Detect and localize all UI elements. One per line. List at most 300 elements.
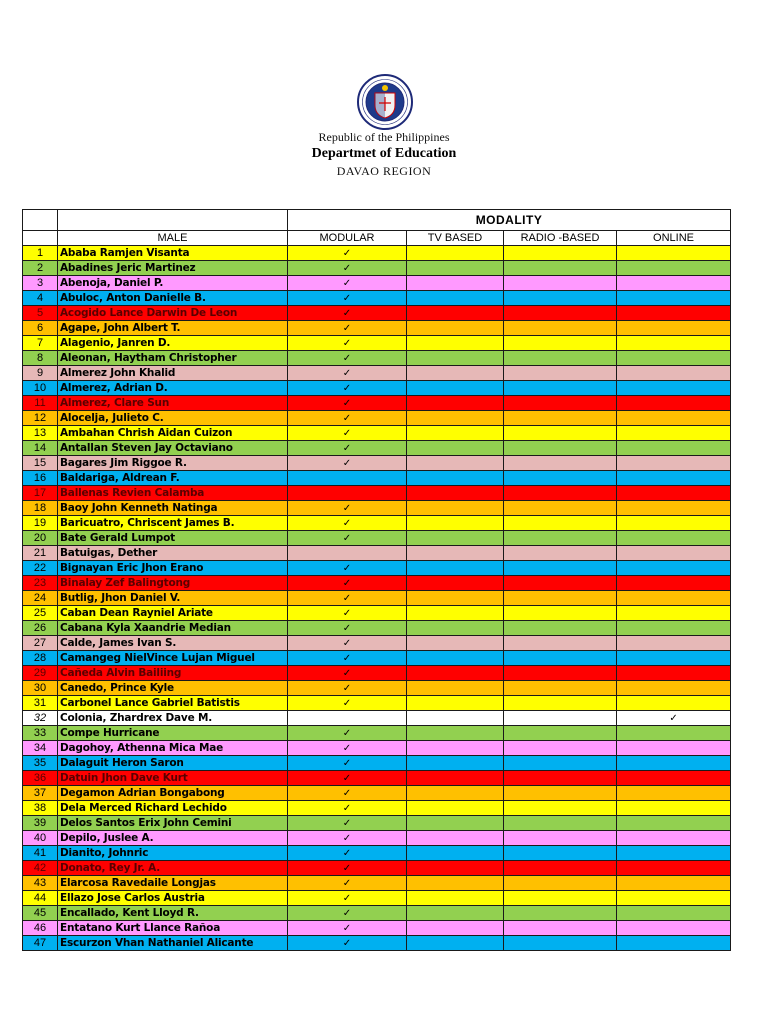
table-row <box>23 621 731 636</box>
online-cell <box>617 246 731 261</box>
tv-based-cell <box>407 891 504 906</box>
check-mark-icon: ✓ <box>342 382 352 394</box>
row-number-cell: 44 <box>23 891 58 906</box>
table-row <box>23 921 731 936</box>
student-name-cell: Entatano Kurt Llance Rañoa <box>58 921 288 936</box>
row-number-cell: 21 <box>23 546 58 561</box>
modular-cell <box>288 261 407 276</box>
student-name-cell: Dalaguit Heron Saron <box>58 756 288 771</box>
online-cell <box>617 441 731 456</box>
tv-based-cell <box>407 531 504 546</box>
student-name-cell: Dela Merced Richard Lechido <box>58 801 288 816</box>
radio-based-cell <box>504 771 617 786</box>
online-cell <box>617 501 731 516</box>
modular-cell <box>288 936 407 951</box>
modular-cell <box>288 291 407 306</box>
check-mark-icon: ✓ <box>342 457 352 469</box>
blank-header-cell <box>58 210 288 231</box>
check-mark-icon: ✓ <box>342 577 352 589</box>
radio-based-cell <box>504 921 617 936</box>
tv-based-cell <box>407 696 504 711</box>
radio-based-cell <box>504 666 617 681</box>
tv-based-cell <box>407 516 504 531</box>
online-cell <box>617 876 731 891</box>
online-cell <box>617 456 731 471</box>
student-name-cell: Elarcosa Ravedaile Longjas <box>58 876 288 891</box>
row-number-cell: 6 <box>23 321 58 336</box>
check-mark-icon: ✓ <box>342 907 352 919</box>
radio-based-column-header: RADIO -BASED <box>504 231 617 246</box>
radio-based-cell <box>504 591 617 606</box>
check-mark-icon: ✓ <box>342 742 352 754</box>
student-name-cell: Colonia, Zhardrex Dave M. <box>58 711 288 726</box>
online-cell <box>617 786 731 801</box>
student-name-cell: Agape, John Albert T. <box>58 321 288 336</box>
number-header-cell <box>23 231 58 246</box>
radio-based-cell <box>504 606 617 621</box>
modular-cell <box>288 411 407 426</box>
radio-based-cell <box>504 816 617 831</box>
student-name-cell: Ababa Ramjen Visanta <box>58 246 288 261</box>
student-name-cell: Datuin Jhon Dave Kurt <box>58 771 288 786</box>
row-number-cell: 23 <box>23 576 58 591</box>
modular-cell <box>288 831 407 846</box>
online-cell <box>617 621 731 636</box>
online-cell <box>617 576 731 591</box>
radio-based-cell <box>504 306 617 321</box>
student-name-cell: Ballenas Revien Calamba <box>58 486 288 501</box>
online-cell <box>617 921 731 936</box>
table-row <box>23 276 731 291</box>
check-mark-icon: ✓ <box>342 367 352 379</box>
table-row <box>23 426 731 441</box>
student-name-cell: Bate Gerald Lumpot <box>58 531 288 546</box>
blank-corner-cell <box>23 210 58 231</box>
row-number-cell: 22 <box>23 561 58 576</box>
modular-cell <box>288 351 407 366</box>
table-row <box>23 846 731 861</box>
online-column-header: ONLINE <box>617 231 731 246</box>
modular-cell <box>288 921 407 936</box>
table-row <box>23 441 731 456</box>
check-mark-icon: ✓ <box>342 337 352 349</box>
radio-based-cell <box>504 831 617 846</box>
student-name-cell: Bignayan Eric Jhon Erano <box>58 561 288 576</box>
tv-based-cell <box>407 456 504 471</box>
student-name-cell: Antallan Steven Jay Octaviano <box>58 441 288 456</box>
tv-based-cell <box>407 261 504 276</box>
radio-based-cell <box>504 501 617 516</box>
row-number-cell: 27 <box>23 636 58 651</box>
table-row <box>23 531 731 546</box>
modular-cell <box>288 426 407 441</box>
modular-cell <box>288 846 407 861</box>
check-mark-icon: ✓ <box>342 532 352 544</box>
table-row <box>23 306 731 321</box>
radio-based-cell <box>504 801 617 816</box>
online-cell <box>617 516 731 531</box>
tv-based-cell <box>407 651 504 666</box>
row-number-cell: 13 <box>23 426 58 441</box>
row-number-cell: 7 <box>23 336 58 351</box>
check-mark-icon: ✓ <box>342 787 352 799</box>
table-row <box>23 906 731 921</box>
online-cell <box>617 366 731 381</box>
modular-cell <box>288 771 407 786</box>
tv-based-cell <box>407 936 504 951</box>
table-row <box>23 486 731 501</box>
student-name-cell: Dagohoy, Athenna Mica Mae <box>58 741 288 756</box>
row-number-cell: 14 <box>23 441 58 456</box>
modular-cell <box>288 711 407 726</box>
modular-cell <box>288 321 407 336</box>
modular-cell <box>288 486 407 501</box>
student-name-cell: Almerez John Khalid <box>58 366 288 381</box>
check-mark-icon: ✓ <box>342 682 352 694</box>
online-cell <box>617 261 731 276</box>
check-mark-icon: ✓ <box>342 247 352 259</box>
online-cell <box>617 756 731 771</box>
radio-based-cell <box>504 351 617 366</box>
check-mark-icon: ✓ <box>342 622 352 634</box>
check-mark-icon: ✓ <box>342 652 352 664</box>
tv-based-cell <box>407 846 504 861</box>
tv-based-cell <box>407 831 504 846</box>
radio-based-cell <box>504 276 617 291</box>
row-number-cell: 9 <box>23 366 58 381</box>
deped-seal-logo <box>334 73 436 131</box>
tv-based-cell <box>407 771 504 786</box>
tv-based-cell <box>407 291 504 306</box>
table-row <box>23 861 731 876</box>
table-row <box>23 876 731 891</box>
online-cell <box>617 711 731 726</box>
check-mark-icon: ✓ <box>342 592 352 604</box>
row-number-cell: 12 <box>23 411 58 426</box>
student-name-cell: Abuloc, Anton Danielle B. <box>58 291 288 306</box>
student-name-cell: Camangeg NielVince Lujan Miguel <box>58 651 288 666</box>
student-name-cell: Degamon Adrian Bongabong <box>58 786 288 801</box>
student-name-cell: Alagenio, Janren D. <box>58 336 288 351</box>
modular-cell <box>288 501 407 516</box>
row-number-cell: 32 <box>23 711 58 726</box>
row-number-cell: 34 <box>23 741 58 756</box>
row-number-cell: 26 <box>23 621 58 636</box>
radio-based-cell <box>504 441 617 456</box>
tv-based-cell <box>407 246 504 261</box>
check-mark-icon: ✓ <box>342 562 352 574</box>
student-name-cell: Almerez, Adrian D. <box>58 381 288 396</box>
student-name-cell: Binalay Zef Balingtong <box>58 576 288 591</box>
modular-cell <box>288 606 407 621</box>
table-row <box>23 936 731 951</box>
modular-cell <box>288 396 407 411</box>
tv-based-cell <box>407 786 504 801</box>
table-row <box>23 771 731 786</box>
table-row <box>23 261 731 276</box>
table-row <box>23 336 731 351</box>
online-cell <box>617 846 731 861</box>
online-cell <box>617 471 731 486</box>
student-name-cell: Compe Hurricane <box>58 726 288 741</box>
row-number-cell: 18 <box>23 501 58 516</box>
tv-based-cell <box>407 756 504 771</box>
online-cell <box>617 546 731 561</box>
tv-based-cell <box>407 906 504 921</box>
modular-cell <box>288 861 407 876</box>
modular-cell <box>288 876 407 891</box>
tv-based-cell <box>407 426 504 441</box>
check-mark-icon: ✓ <box>342 832 352 844</box>
tv-based-cell <box>407 501 504 516</box>
table-row <box>23 801 731 816</box>
check-mark-icon: ✓ <box>342 922 352 934</box>
modular-cell <box>288 786 407 801</box>
online-cell <box>617 681 731 696</box>
radio-based-cell <box>504 261 617 276</box>
modular-cell <box>288 651 407 666</box>
row-number-cell: 37 <box>23 786 58 801</box>
table-row <box>23 351 731 366</box>
check-mark-icon: ✓ <box>342 262 352 274</box>
document-header <box>0 0 768 205</box>
tv-based-cell <box>407 471 504 486</box>
radio-based-cell <box>504 381 617 396</box>
modular-cell <box>288 336 407 351</box>
tv-based-cell <box>407 306 504 321</box>
row-number-cell: 17 <box>23 486 58 501</box>
modular-column-header: MODULAR <box>288 231 407 246</box>
modular-cell <box>288 666 407 681</box>
check-mark-icon: ✓ <box>342 847 352 859</box>
online-cell <box>617 336 731 351</box>
student-name-cell: Escurzon Vhan Nathaniel Alicante <box>58 936 288 951</box>
check-mark-icon: ✓ <box>342 877 352 889</box>
row-number-cell: 1 <box>23 246 58 261</box>
radio-based-cell <box>504 366 617 381</box>
radio-based-cell <box>504 576 617 591</box>
modular-cell <box>288 366 407 381</box>
table-row <box>23 456 731 471</box>
check-mark-icon: ✓ <box>342 637 352 649</box>
radio-based-cell <box>504 786 617 801</box>
online-cell <box>617 651 731 666</box>
table-row <box>23 651 731 666</box>
student-name-cell: Cañeda Alvin Bailiing <box>58 666 288 681</box>
modular-cell <box>288 381 407 396</box>
online-cell <box>617 486 731 501</box>
online-cell <box>617 726 731 741</box>
row-number-cell: 31 <box>23 696 58 711</box>
row-number-cell: 16 <box>23 471 58 486</box>
table-row <box>23 576 731 591</box>
student-name-cell: Ellazo Jose Carlos Austria <box>58 891 288 906</box>
tv-based-cell <box>407 486 504 501</box>
row-number-cell: 47 <box>23 936 58 951</box>
table-row <box>23 381 731 396</box>
online-cell <box>617 801 731 816</box>
check-mark-icon: ✓ <box>342 412 352 424</box>
table-row <box>23 726 731 741</box>
online-cell <box>617 891 731 906</box>
tv-based-cell <box>407 396 504 411</box>
table-row <box>23 891 731 906</box>
tv-based-cell <box>407 561 504 576</box>
check-mark-icon: ✓ <box>342 667 352 679</box>
check-mark-icon: ✓ <box>342 517 352 529</box>
radio-based-cell <box>504 861 617 876</box>
table-row <box>23 411 731 426</box>
row-number-cell: 19 <box>23 516 58 531</box>
table-row <box>23 546 731 561</box>
row-number-cell: 3 <box>23 276 58 291</box>
row-number-cell: 46 <box>23 921 58 936</box>
check-mark-icon: ✓ <box>669 712 678 724</box>
check-mark-icon: ✓ <box>342 817 352 829</box>
online-cell <box>617 291 731 306</box>
tv-based-cell <box>407 636 504 651</box>
check-mark-icon: ✓ <box>342 697 352 709</box>
radio-based-cell <box>504 696 617 711</box>
check-mark-icon: ✓ <box>342 352 352 364</box>
tv-based-cell <box>407 816 504 831</box>
modular-cell <box>288 816 407 831</box>
tv-based-cell <box>407 741 504 756</box>
modular-cell <box>288 306 407 321</box>
tv-based-cell <box>407 276 504 291</box>
online-cell <box>617 591 731 606</box>
tv-based-cell <box>407 441 504 456</box>
modular-cell <box>288 276 407 291</box>
tv-based-cell <box>407 711 504 726</box>
table-row <box>23 561 731 576</box>
tv-based-cell <box>407 801 504 816</box>
row-number-cell: 42 <box>23 861 58 876</box>
online-cell <box>617 816 731 831</box>
online-cell <box>617 561 731 576</box>
modular-cell <box>288 591 407 606</box>
modular-cell <box>288 891 407 906</box>
online-cell <box>617 426 731 441</box>
student-name-cell: Canedo, Prince Kyle <box>58 681 288 696</box>
row-number-cell: 33 <box>23 726 58 741</box>
student-name-cell: Almerez, Clare Sun <box>58 396 288 411</box>
student-name-cell: Calde, James Ivan S. <box>58 636 288 651</box>
student-name-cell: Butlig, Jhon Daniel V. <box>58 591 288 606</box>
online-cell <box>617 531 731 546</box>
row-number-cell: 35 <box>23 756 58 771</box>
header-republic-line: Republic of the Philippines <box>318 130 450 144</box>
tv-based-cell <box>407 351 504 366</box>
row-number-cell: 10 <box>23 381 58 396</box>
check-mark-icon: ✓ <box>342 772 352 784</box>
row-number-cell: 29 <box>23 666 58 681</box>
modular-cell <box>288 516 407 531</box>
radio-based-cell <box>504 426 617 441</box>
radio-based-cell <box>504 636 617 651</box>
row-number-cell: 41 <box>23 846 58 861</box>
tv-based-cell <box>407 726 504 741</box>
student-name-cell: Caban Dean Rayniel Ariate <box>58 606 288 621</box>
modular-cell <box>288 741 407 756</box>
male-column-header: MALE <box>58 231 288 246</box>
online-cell <box>617 396 731 411</box>
radio-based-cell <box>504 486 617 501</box>
check-mark-icon: ✓ <box>342 322 352 334</box>
student-name-cell: Bagares Jim Riggoe R. <box>58 456 288 471</box>
tv-based-cell <box>407 381 504 396</box>
table-row <box>23 396 731 411</box>
student-name-cell: Donato, Rey Jr. A. <box>58 861 288 876</box>
radio-based-cell <box>504 321 617 336</box>
online-cell <box>617 606 731 621</box>
check-mark-icon: ✓ <box>342 502 352 514</box>
table-title-row <box>23 210 731 231</box>
row-number-cell: 2 <box>23 261 58 276</box>
radio-based-cell <box>504 906 617 921</box>
modular-cell <box>288 681 407 696</box>
student-name-cell: Baricuatro, Chriscent James B. <box>58 516 288 531</box>
tv-based-cell <box>407 366 504 381</box>
row-number-cell: 24 <box>23 591 58 606</box>
modular-cell <box>288 561 407 576</box>
row-number-cell: 36 <box>23 771 58 786</box>
modular-cell <box>288 621 407 636</box>
check-mark-icon: ✓ <box>342 607 352 619</box>
modular-cell <box>288 726 407 741</box>
tv-based-cell <box>407 861 504 876</box>
radio-based-cell <box>504 681 617 696</box>
student-name-cell: Carbonel Lance Gabriel Batistis <box>58 696 288 711</box>
table-row <box>23 786 731 801</box>
student-name-cell: Encallado, Kent Lloyd R. <box>58 906 288 921</box>
table-row <box>23 246 731 261</box>
row-number-cell: 45 <box>23 906 58 921</box>
modular-cell <box>288 546 407 561</box>
row-number-cell: 8 <box>23 351 58 366</box>
table-row <box>23 681 731 696</box>
radio-based-cell <box>504 891 617 906</box>
table-row <box>23 636 731 651</box>
tv-based-cell <box>407 591 504 606</box>
modular-cell <box>288 756 407 771</box>
table-row <box>23 666 731 681</box>
radio-based-cell <box>504 516 617 531</box>
radio-based-cell <box>504 291 617 306</box>
radio-based-cell <box>504 546 617 561</box>
table-row <box>23 816 731 831</box>
student-name-cell: Depilo, Juslee A. <box>58 831 288 846</box>
modular-cell <box>288 906 407 921</box>
radio-based-cell <box>504 711 617 726</box>
online-cell <box>617 666 731 681</box>
student-name-cell: Aleonan, Haytham Christopher <box>58 351 288 366</box>
row-number-cell: 39 <box>23 816 58 831</box>
column-header-row <box>23 231 731 246</box>
radio-based-cell <box>504 561 617 576</box>
radio-based-cell <box>504 336 617 351</box>
online-cell <box>617 936 731 951</box>
radio-based-cell <box>504 246 617 261</box>
online-cell <box>617 321 731 336</box>
table-row <box>23 501 731 516</box>
radio-based-cell <box>504 741 617 756</box>
student-name-cell: Alocelja, Julieto C. <box>58 411 288 426</box>
tv-based-cell <box>407 411 504 426</box>
row-number-cell: 5 <box>23 306 58 321</box>
online-cell <box>617 906 731 921</box>
radio-based-cell <box>504 411 617 426</box>
